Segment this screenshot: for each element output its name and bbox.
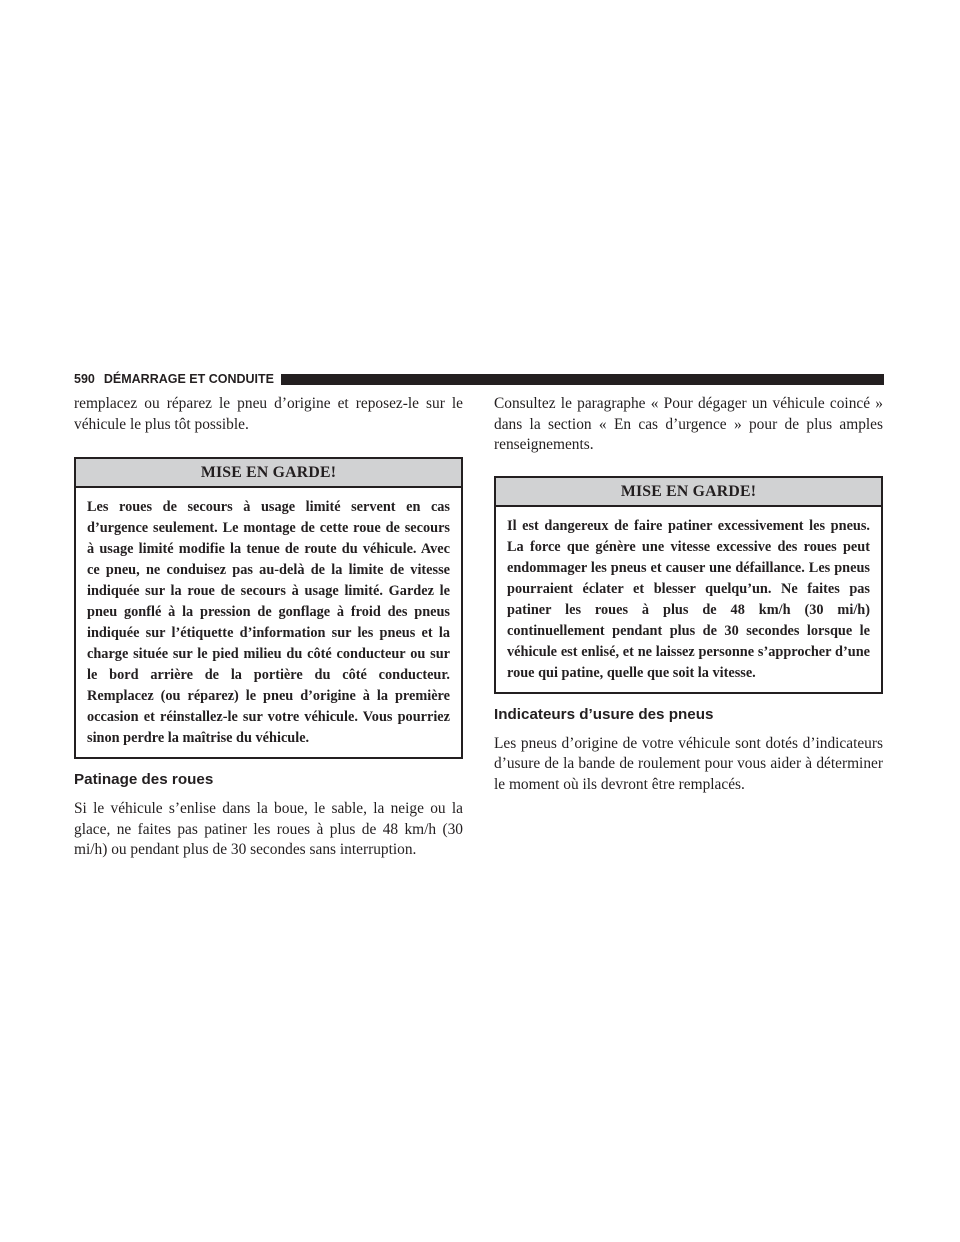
left-section-text: Si le véhicule s’enlise dans la boue, le sable, la neige ou la glace, ne faites pas patiner les roues à plus de 48 km/h (30 mi/h) ou pendant plus de 30 secondes sans interruption. (74, 800, 463, 858)
section-title: DÉMARRAGE ET CONDUITE (103, 372, 275, 386)
right-warning-text: Il est dangereux de faire patiner excessivement les pneus. La force que génère une vitesse excessive des roues peut endommager les pneus et causer une défaillance. Les pneus pourraient éclater et blesser quelqu’un. Ne faites pas patiner les roues à plus de 48 km/h (30 mi/h) continuellement pendant plus de 30 secondes lorsque le véhicule est enlisé, et ne laissez personne s’approcher d’une roue qui patine, quelle que soit la vitesse. (507, 517, 870, 681)
left-intro-text: remplacez ou réparez le pneu d’origine et reposez-le sur le véhicule le plus tôt possible. (74, 395, 463, 433)
left-warning-box (74, 457, 463, 759)
right-warning-box (494, 476, 883, 694)
right-column (494, 394, 883, 795)
right-section-text: Les pneus d’origine de votre véhicule sont dotés d’indicateurs d’usure de la bande de roulement pour vous aider à déterminer le moment où ils devront être remplacés. (494, 734, 883, 793)
left-warning-text: Les roues de secours à usage limité servent en cas d’urgence seulement. Le montage de cette roue de secours à usage limité modifie la tenue de route du véhicule. Avec ce pneu, ne conduisez pas au-delà de la limite de vitesse indiquée sur la roue de secours à usage limité. Gardez le pneu gonflé à la pression de gonflage à froid des pneus indiquée sur l’étiquette d’information sur les pneus et la charge située sur le pied milieu du côté conducteur ou sur le bord arrière de la portière du côté conducteur. Remplacez (ou réparez) le pneu d’origine à la première occasion et réinstallez-le sur votre véhicule. Vous pourriez sinon perdre la maîtrise du véhicule. (87, 499, 450, 746)
left-warning-title: MISE EN GARDE! (76, 459, 461, 488)
page-header (74, 372, 884, 386)
header-rule (281, 374, 884, 385)
right-section-heading: Indicateurs d’usure des pneus (494, 705, 714, 723)
right-intro-text: Consultez le paragraphe « Pour dégager un véhicule coincé » dans la section « En cas d’urgence » pour de plus amples renseignements. (494, 395, 883, 453)
left-column (74, 394, 463, 861)
right-warning-title: MISE EN GARDE! (496, 478, 881, 507)
left-section-heading: Patinage des roues (74, 771, 214, 788)
page-number: 590 (74, 372, 95, 386)
